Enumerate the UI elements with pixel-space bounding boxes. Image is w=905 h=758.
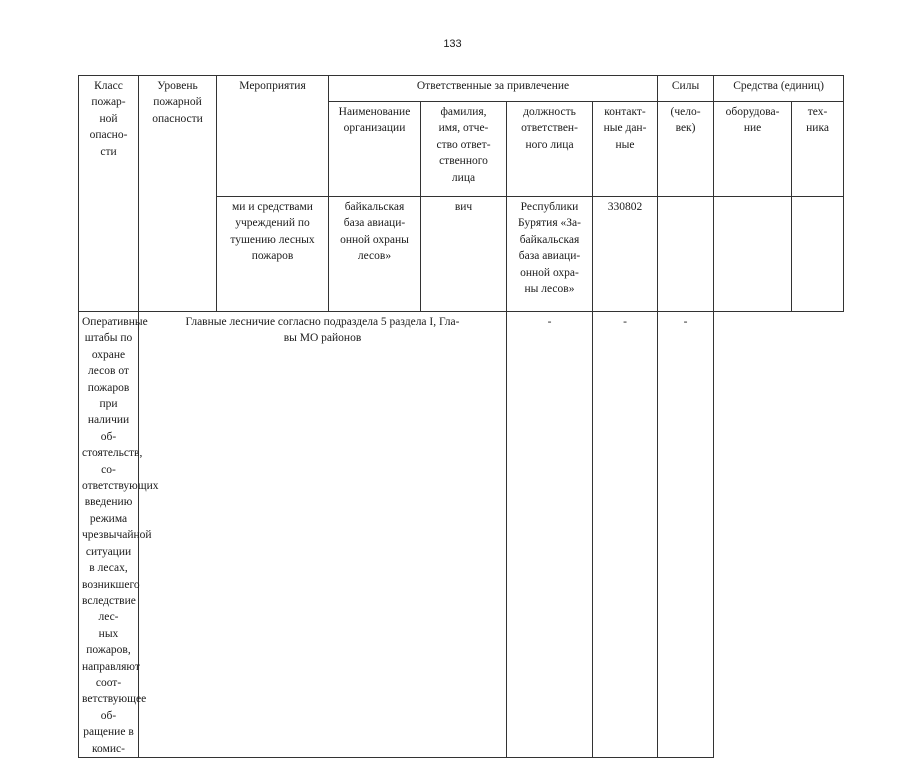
machinery-header: тех- ника (792, 102, 844, 197)
position-cell: Республики Бурятия «За- байкальская база авиаци- онной охра- ны лесов» (507, 197, 593, 312)
position-header: должность ответствен- ного лица (507, 102, 593, 197)
means-group-header: Средства (единиц) (714, 76, 844, 102)
page-number: 133 (443, 38, 462, 50)
responsible-group-header: Ответственные за привлечение (329, 76, 658, 102)
header-row-1 (79, 76, 844, 102)
org-name-header: Наименование организации (329, 102, 421, 197)
forces-header: Силы (658, 76, 714, 102)
org-name-cell: байкальская база авиаци- онной охраны лесов» (329, 197, 421, 312)
measures-cell: Оперативные штабы по охране лесов от пожаров при наличии об- стоятельств, со- ответствующих введению режима чрезвычайной ситуации в лесах, возникшего вследствие лес- ных пожаров, направляют соот- ветствующее об- ращение в комис- (79, 312, 139, 758)
forces-cell: - (507, 312, 593, 758)
machinery-cell (792, 197, 844, 312)
full-name-cell: вич (421, 197, 507, 312)
level-header: Уровень пожарной опасности (139, 76, 217, 312)
equipment-cell: - (593, 312, 658, 758)
class-header: Класс пожар- ной опасно- сти (79, 76, 139, 312)
forces-cell (658, 197, 714, 312)
contacts-cell: 330802 (593, 197, 658, 312)
contacts-header: контакт- ные дан- ные (593, 102, 658, 197)
responsibility-table (78, 75, 844, 758)
measures-cell: ми и средствами учреждений по тушению лесных пожаров (217, 197, 329, 312)
table-row (79, 312, 844, 758)
people-header: (чело- век) (658, 102, 714, 197)
machinery-cell: - (658, 312, 714, 758)
equipment-header: оборудова- ние (714, 102, 792, 197)
full-name-header: фамилия, имя, отче- ство ответ- ственного лица (421, 102, 507, 197)
measures-header: Мероприятия (217, 76, 329, 197)
equipment-cell (714, 197, 792, 312)
responsible-cell: Главные лесничие согласно подраздела 5 раздела I, Гла- вы МО районов (139, 312, 507, 758)
